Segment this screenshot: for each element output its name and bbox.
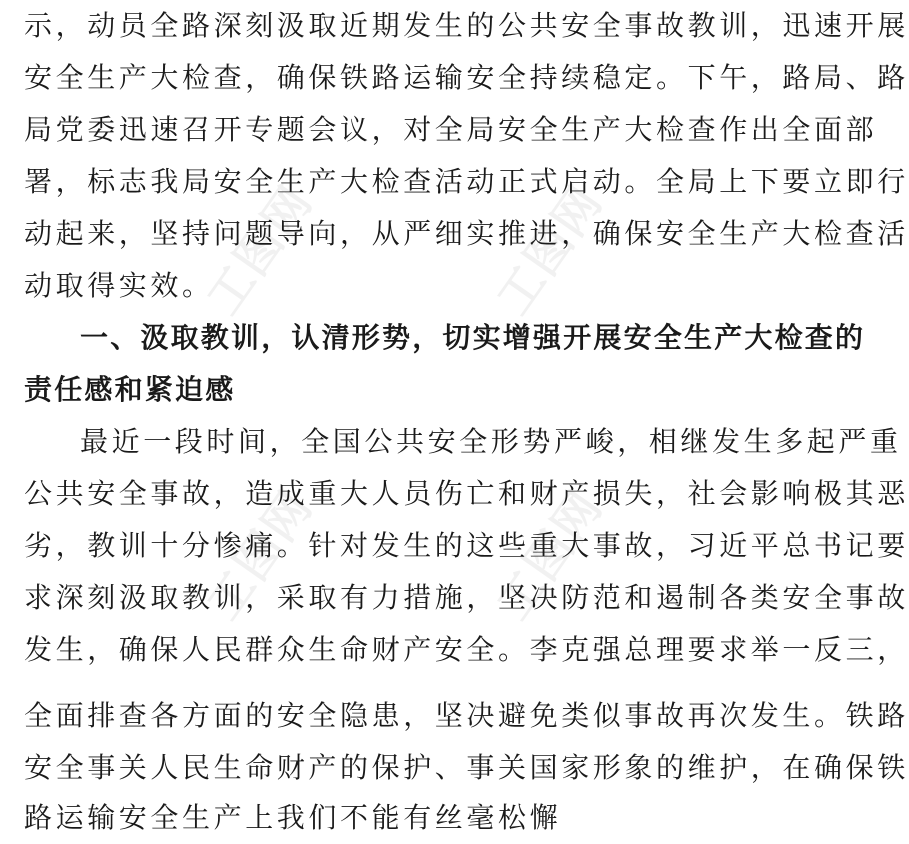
paragraph-line: 局党委迅速召开专题会议，对全局安全生产大检查作出全面部 xyxy=(24,113,878,146)
paragraph-line: 署，标志我局安全生产大检查活动正式启动。全局上下要立即行 xyxy=(24,165,909,198)
paragraph-line: 动取得实效。 xyxy=(24,269,214,302)
paragraph-line: 最近一段时间，全国公共安全形势严峻，相继发生多起严重 xyxy=(80,425,902,458)
paragraph-line: 劣，教训十分惨痛。针对发生的这些重大事故，习近平总书记要 xyxy=(24,529,909,562)
paragraph-line: 安全事关人民生命财产的保护、事关国家形象的维护，在确保铁 xyxy=(24,751,909,784)
paragraph-line: 路运输安全生产上我们不能有丝毫松懈 xyxy=(24,801,562,834)
paragraph-line: 求深刻汲取教训，采取有力措施，坚决防范和遏制各类安全事故 xyxy=(24,581,909,614)
paragraph-line: 动起来，坚持问题导向，从严细实推进，确保安全生产大检查活 xyxy=(24,217,909,250)
paragraph-line: 示，动员全路深刻汲取近期发生的公共安全事故教训，迅速开展 xyxy=(24,9,909,42)
paragraph-line: 公共安全事故，造成重大人员伤亡和财产损失，社会影响极其恶 xyxy=(24,477,909,510)
section-heading: 责任感和紧迫感 xyxy=(24,373,236,406)
section-heading: 一、汲取教训，认清形势，切实增强开展安全生产大检查的 xyxy=(80,321,866,354)
watermark: 工图网 xyxy=(196,175,323,325)
paragraph-line: 全面排查各方面的安全隐患，坚决避免类似事故再次发生。铁路 xyxy=(24,699,909,732)
watermark: 工图网 xyxy=(486,175,613,325)
paragraph-line: 发生，确保人民群众生命财产安全。李克强总理要求举一反三， xyxy=(24,633,909,666)
watermark: 工图网 xyxy=(486,480,613,630)
watermark: 工图网 xyxy=(196,480,323,630)
paragraph-line: 安全生产大检查，确保铁路运输安全持续稳定。下午，路局、路 xyxy=(24,61,909,94)
